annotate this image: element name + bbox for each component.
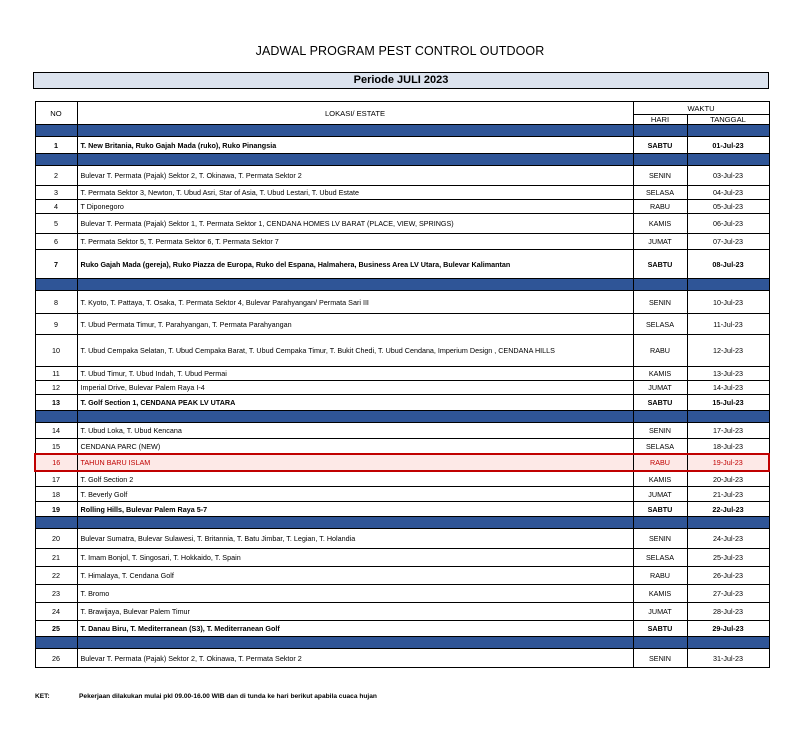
date-cell: 08-Jul-23 — [687, 250, 769, 279]
location-cell: T. Permata Sektor 5, T. Permata Sektor 6, T. Permata Sektor 7 — [77, 234, 633, 250]
header-tanggal: TANGGAL — [687, 115, 769, 125]
date-cell: 07-Jul-23 — [687, 234, 769, 250]
schedule-row — [35, 502, 769, 517]
schedule-row — [35, 200, 769, 214]
period-banner: Periode JULI 2023 — [33, 72, 769, 89]
week-separator-row — [35, 154, 769, 166]
location-cell: T. Permata Sektor 3, Newton, T. Ubud Asri, Star of Asia, T. Ubud Lestari, T. Ubud Estate — [77, 186, 633, 200]
row-number-cell: 21 — [35, 549, 77, 567]
location-cell: T. Ubud Cempaka Selatan, T. Ubud Cempaka Barat, T. Ubud Cempaka Timur, T. Bukit Chedi, T. Ubud Cendana, Imperium Design , CENDANA HILLS — [77, 335, 633, 367]
date-cell: 29-Jul-23 — [687, 621, 769, 637]
schedule-row — [35, 567, 769, 585]
day-cell: SENIN — [633, 529, 687, 549]
row-number-cell: 23 — [35, 585, 77, 603]
location-cell: T. Ubud Loka, T. Ubud Kencana — [77, 423, 633, 439]
day-cell: SENIN — [633, 166, 687, 186]
schedule-row — [35, 649, 769, 668]
date-cell: 27-Jul-23 — [687, 585, 769, 603]
day-cell: SENIN — [633, 291, 687, 314]
location-cell: T. Golf Section 1, CENDANA PEAK LV UTARA — [77, 395, 633, 411]
schedule-row — [35, 166, 769, 186]
day-cell: KAMIS — [633, 585, 687, 603]
separator-cell — [35, 637, 77, 649]
note-label: KET: — [35, 693, 50, 700]
separator-cell — [687, 125, 769, 137]
date-cell: 14-Jul-23 — [687, 381, 769, 395]
date-cell: 17-Jul-23 — [687, 423, 769, 439]
schedule-row — [35, 234, 769, 250]
day-cell: JUMAT — [633, 603, 687, 621]
schedule-row — [35, 487, 769, 502]
header-hari: HARI — [633, 115, 687, 125]
schedule-row — [35, 529, 769, 549]
date-cell: 12-Jul-23 — [687, 335, 769, 367]
location-cell: Bulevar T. Permata (Pajak) Sektor 2, T. Okinawa, T. Permata Sektor 2 — [77, 166, 633, 186]
schedule-row — [35, 250, 769, 279]
day-cell: RABU — [633, 335, 687, 367]
separator-cell — [77, 125, 633, 137]
schedule-row — [35, 395, 769, 411]
location-cell: CENDANA PARC (NEW) — [77, 439, 633, 455]
day-cell: JUMAT — [633, 381, 687, 395]
week-separator-row — [35, 279, 769, 291]
row-number-cell: 15 — [35, 439, 77, 455]
row-number-cell: 1 — [35, 137, 77, 154]
date-cell: 19-Jul-23 — [687, 454, 769, 471]
location-cell: Bulevar Sumatra, Bulevar Sulawesi, T. Britannia, T. Batu Jimbar, T. Legian, T. Holandia — [77, 529, 633, 549]
day-cell: SABTU — [633, 395, 687, 411]
schedule-table — [34, 101, 770, 668]
date-cell: 26-Jul-23 — [687, 567, 769, 585]
separator-cell — [77, 154, 633, 166]
holiday-row — [35, 454, 769, 471]
schedule-row — [35, 367, 769, 381]
row-number-cell: 5 — [35, 214, 77, 234]
day-cell: JUMAT — [633, 234, 687, 250]
date-cell: 05-Jul-23 — [687, 200, 769, 214]
row-number-cell: 19 — [35, 502, 77, 517]
date-cell: 15-Jul-23 — [687, 395, 769, 411]
location-cell: Bulevar T. Permata (Pajak) Sektor 2, T. Okinawa, T. Permata Sektor 2 — [77, 649, 633, 668]
day-cell: KAMIS — [633, 471, 687, 487]
day-cell: SENIN — [633, 649, 687, 668]
day-cell: SABTU — [633, 502, 687, 517]
date-cell: 10-Jul-23 — [687, 291, 769, 314]
separator-cell — [35, 517, 77, 529]
day-cell: SELASA — [633, 314, 687, 335]
location-cell: Bulevar T. Permata (Pajak) Sektor 1, T. Permata Sektor 1, CENDANA HOMES LV BARAT (PLACE, VIEW, SPRINGS) — [77, 214, 633, 234]
separator-cell — [687, 637, 769, 649]
location-cell: Imperial Drive, Bulevar Palem Raya I-4 — [77, 381, 633, 395]
date-cell: 28-Jul-23 — [687, 603, 769, 621]
row-number-cell: 14 — [35, 423, 77, 439]
separator-cell — [35, 279, 77, 291]
separator-cell — [77, 279, 633, 291]
separator-cell — [633, 279, 687, 291]
header-no: NO — [35, 102, 77, 125]
separator-cell — [687, 517, 769, 529]
day-cell: SELASA — [633, 549, 687, 567]
row-number-cell: 4 — [35, 200, 77, 214]
separator-cell — [633, 125, 687, 137]
row-number-cell: 6 — [35, 234, 77, 250]
header-waktu: WAKTU — [633, 102, 769, 115]
week-separator-row — [35, 411, 769, 423]
row-number-cell: 13 — [35, 395, 77, 411]
location-cell: T. Beverly Golf — [77, 487, 633, 502]
schedule-row — [35, 603, 769, 621]
day-cell: SELASA — [633, 186, 687, 200]
location-cell: T. Bromo — [77, 585, 633, 603]
day-cell: RABU — [633, 454, 687, 471]
location-cell: T. Brawijaya, Bulevar Palem Timur — [77, 603, 633, 621]
schedule-row — [35, 137, 769, 154]
location-cell: T. Kyoto, T. Pattaya, T. Osaka, T. Permata Sektor 4, Bulevar Parahyangan/ Permata Sari III — [77, 291, 633, 314]
date-cell: 04-Jul-23 — [687, 186, 769, 200]
row-number-cell: 12 — [35, 381, 77, 395]
document-title: JADWAL PROGRAM PEST CONTROL OUTDOOR — [255, 44, 545, 58]
separator-cell — [35, 154, 77, 166]
separator-cell — [35, 411, 77, 423]
separator-cell — [633, 637, 687, 649]
row-number-cell: 10 — [35, 335, 77, 367]
row-number-cell: 9 — [35, 314, 77, 335]
day-cell: KAMIS — [633, 214, 687, 234]
separator-cell — [633, 411, 687, 423]
day-cell: SENIN — [633, 423, 687, 439]
day-cell: SELASA — [633, 439, 687, 455]
row-number-cell: 11 — [35, 367, 77, 381]
separator-cell — [687, 411, 769, 423]
separator-cell — [77, 637, 633, 649]
schedule-row — [35, 335, 769, 367]
row-number-cell: 22 — [35, 567, 77, 585]
separator-cell — [633, 517, 687, 529]
date-cell: 11-Jul-23 — [687, 314, 769, 335]
header-lokasi: LOKASI/ ESTATE — [77, 102, 633, 125]
row-number-cell: 3 — [35, 186, 77, 200]
day-cell: RABU — [633, 567, 687, 585]
date-cell: 01-Jul-23 — [687, 137, 769, 154]
date-cell: 13-Jul-23 — [687, 367, 769, 381]
day-cell: SABTU — [633, 621, 687, 637]
location-cell: T. Danau Biru, T. Mediterranean (S3), T. Mediterranean Golf — [77, 621, 633, 637]
date-cell: 24-Jul-23 — [687, 529, 769, 549]
location-cell: T Diponegoro — [77, 200, 633, 214]
date-cell: 06-Jul-23 — [687, 214, 769, 234]
location-cell: Ruko Gajah Mada (gereja), Ruko Piazza de Europa, Ruko del Espana, Halmahera, Business Area LV Utara, Bulevar Kalimantan — [77, 250, 633, 279]
day-cell: RABU — [633, 200, 687, 214]
week-separator-row — [35, 517, 769, 529]
schedule-row — [35, 621, 769, 637]
date-cell: 31-Jul-23 — [687, 649, 769, 668]
location-cell: T. New Britania, Ruko Gajah Mada (ruko), Ruko Pinangsia — [77, 137, 633, 154]
week-separator-row — [35, 637, 769, 649]
date-cell: 22-Jul-23 — [687, 502, 769, 517]
schedule-row — [35, 549, 769, 567]
schedule-row — [35, 381, 769, 395]
date-cell: 20-Jul-23 — [687, 471, 769, 487]
week-separator-row — [35, 125, 769, 137]
row-number-cell: 24 — [35, 603, 77, 621]
separator-cell — [77, 411, 633, 423]
row-number-cell: 8 — [35, 291, 77, 314]
day-cell: JUMAT — [633, 487, 687, 502]
row-number-cell: 7 — [35, 250, 77, 279]
location-cell: T. Golf Section 2 — [77, 471, 633, 487]
day-cell: SABTU — [633, 250, 687, 279]
day-cell: SABTU — [633, 137, 687, 154]
schedule-row — [35, 186, 769, 200]
row-number-cell: 2 — [35, 166, 77, 186]
separator-cell — [633, 154, 687, 166]
location-cell: TAHUN BARU ISLAM — [77, 454, 633, 471]
date-cell: 21-Jul-23 — [687, 487, 769, 502]
separator-cell — [687, 154, 769, 166]
location-cell: T. Ubud Timur, T. Ubud Indah, T. Ubud Permai — [77, 367, 633, 381]
row-number-cell: 26 — [35, 649, 77, 668]
separator-cell — [35, 125, 77, 137]
separator-cell — [687, 279, 769, 291]
schedule-row — [35, 585, 769, 603]
date-cell: 18-Jul-23 — [687, 439, 769, 455]
location-cell: T. Himalaya, T. Cendana Golf — [77, 567, 633, 585]
row-number-cell: 17 — [35, 471, 77, 487]
note-text: Pekerjaan dilakukan mulai pkl 09.00-16.00 WIB dan di tunda ke hari berikut apabila cuaca hujan — [79, 693, 377, 700]
date-cell: 25-Jul-23 — [687, 549, 769, 567]
schedule-row — [35, 423, 769, 439]
day-cell: KAMIS — [633, 367, 687, 381]
location-cell: Rolling Hills, Bulevar Palem Raya 5-7 — [77, 502, 633, 517]
row-number-cell: 20 — [35, 529, 77, 549]
location-cell: T. Ubud Permata Timur, T. Parahyangan, T. Permata Parahyangan — [77, 314, 633, 335]
schedule-row — [35, 291, 769, 314]
row-number-cell: 18 — [35, 487, 77, 502]
row-number-cell: 16 — [35, 454, 77, 471]
schedule-row — [35, 314, 769, 335]
schedule-row — [35, 214, 769, 234]
schedule-row — [35, 471, 769, 487]
row-number-cell: 25 — [35, 621, 77, 637]
location-cell: T. Imam Bonjol, T. Singosari, T. Hokkaido, T. Spain — [77, 549, 633, 567]
separator-cell — [77, 517, 633, 529]
date-cell: 03-Jul-23 — [687, 166, 769, 186]
schedule-row — [35, 439, 769, 455]
